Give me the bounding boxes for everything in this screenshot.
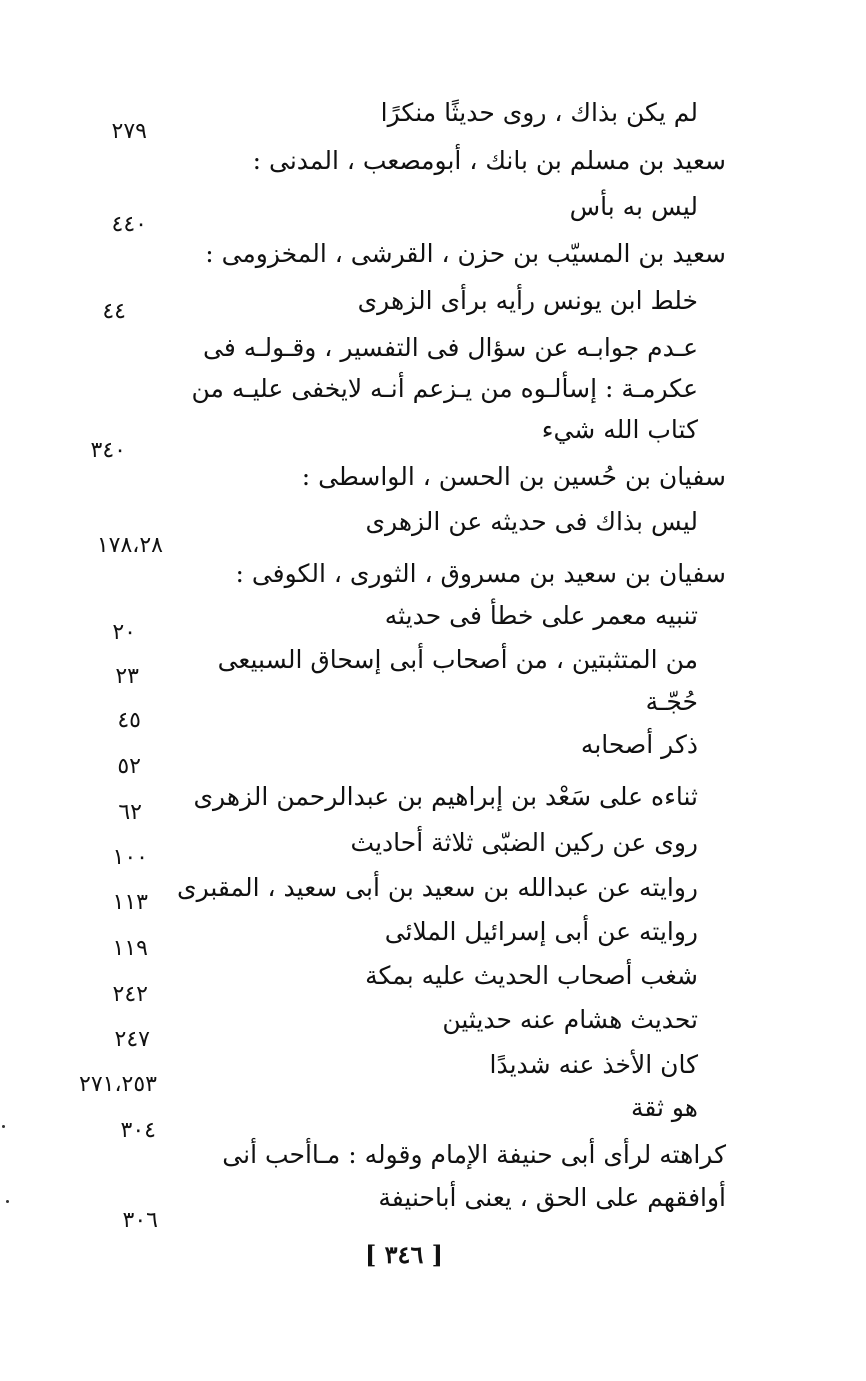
- entry-line: ثناءه على سَعْد بن إبراهيم بن عبدالرحمن الزهرى: [193, 782, 698, 811]
- page-ref: ١٠٠: [112, 845, 148, 870]
- page-ref: ١٧٨،٢٨: [96, 533, 163, 558]
- page-ref: ٤٤: [102, 299, 126, 324]
- entry-line: روايته عن أبى إسرائيل الملائى: [384, 917, 698, 946]
- entry-line: ذكر أصحابه: [580, 730, 698, 759]
- entry-heading: سعيد بن المسيّب بن حزن ، القرشى ، المخزومى :: [205, 239, 726, 268]
- page-ref: ٣٤٠: [90, 438, 126, 463]
- page-ref: ١١٣: [112, 890, 148, 915]
- page-ref: ٢٧٩: [111, 119, 147, 144]
- page-ref: ٣٠٦: [122, 1208, 158, 1233]
- entry-line: عـدم جوابـه عن سؤال فى التفسير ، وقـولـه فى: [203, 333, 698, 362]
- entry-line: تنبيه معمر على خطأ فى حديثه: [384, 601, 698, 630]
- entry-line: ليس به بأس: [569, 192, 698, 221]
- entry-heading: سعيد بن مسلم بن بانك ، أبومصعب ، المدنى :: [252, 146, 726, 175]
- entry-line: عكرمـة : إسألـوه من يـزعم أنـه لايخفى عليـه من: [191, 374, 698, 403]
- page-ref: ٢٧١،٢٥٣: [79, 1072, 157, 1097]
- entry-heading: سفيان بن سعيد بن مسروق ، الثورى ، الكوفى :: [235, 559, 726, 588]
- page-ref: ٦٢: [118, 800, 142, 825]
- page-ref: ١١٩: [112, 936, 148, 961]
- scan-speck: [2, 1125, 5, 1128]
- page-ref: ٢٤٧: [114, 1027, 150, 1052]
- page-ref: ٢٣: [115, 664, 139, 689]
- entry-line: روى عن ركين الضبّى ثلاثة أحاديث: [350, 828, 698, 857]
- page-ref: ٣٠٤: [120, 1118, 156, 1143]
- page-ref: ٤٤٠: [111, 212, 147, 237]
- entry-line: كان الأخذ عنه شديدًا: [489, 1050, 698, 1079]
- entry-heading: سفيان بن حُسين بن الحسن ، الواسطى :: [301, 462, 726, 491]
- entry-line: شغب أصحاب الحديث عليه بمكة: [365, 961, 698, 990]
- entry-line: تحديث هشام عنه حديثين: [442, 1005, 698, 1034]
- page-ref: ٢٠: [112, 620, 136, 645]
- scan-speck: [6, 1200, 9, 1203]
- entry-line: هو ثقة: [630, 1093, 698, 1122]
- entry-line: روايته عن عبدالله بن سعيد بن أبى سعيد ، المقبرى: [177, 873, 698, 902]
- entry-line: ليس بذاك فى حديثه عن الزهرى: [365, 507, 698, 536]
- entry-line: حُجّـة: [645, 687, 698, 716]
- entry-line: كتاب الله شيء: [541, 415, 698, 444]
- page-ref: ٤٥: [117, 708, 141, 733]
- entry-line: لم يكن بذاك ، روى حديثًا منكرًا: [380, 98, 698, 127]
- page-ref: ٢٤٢: [112, 982, 148, 1007]
- page-number: [ ٣٤٦ ]: [364, 1240, 444, 1269]
- entry-line: أوافقهم على الحق ، يعنى أباحنيفة: [378, 1183, 726, 1212]
- page-ref: ٥٢: [117, 754, 141, 779]
- entry-line: من المتثبتين ، من أصحاب أبى إسحاق السبيعى: [217, 645, 698, 674]
- entry-line: كراهته لرأى أبى حنيفة الإمام وقوله : مـاأحب أنى: [222, 1140, 726, 1169]
- entry-line: خلط ابن يونس رأيه برأى الزهرى: [357, 286, 698, 315]
